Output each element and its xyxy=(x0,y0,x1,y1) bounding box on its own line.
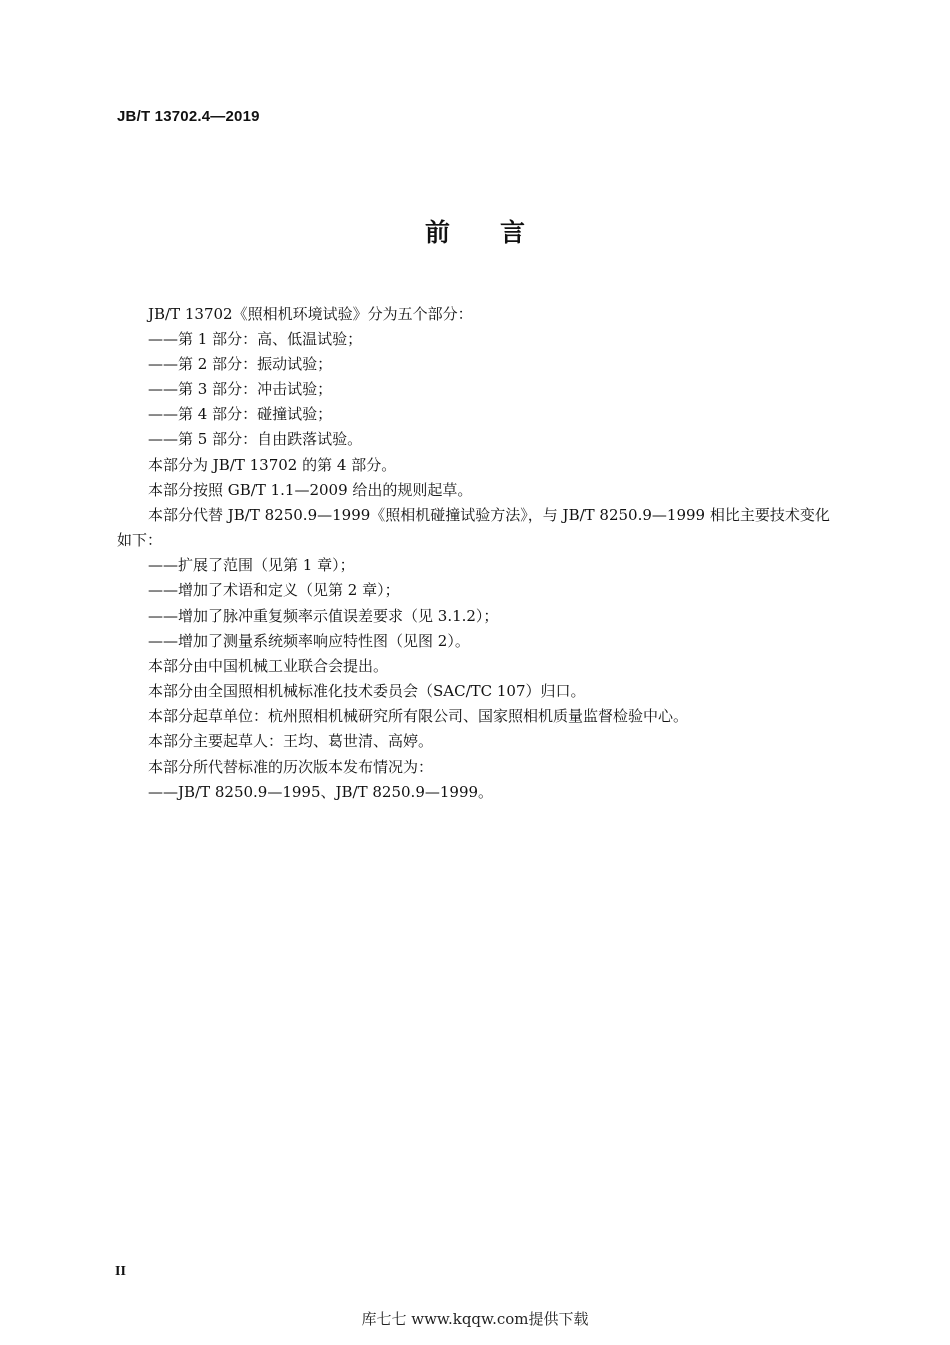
history-list-item: ——JB/T 8250.9—1995、JB/T 8250.9—1999。 xyxy=(148,783,494,801)
intro-paragraph: JB/T 13702《照相机环境试验》分为五个部分： xyxy=(148,305,473,323)
standard-code: JB/T 13702.4—2019 xyxy=(117,108,260,125)
part-list-item: ——第 4 部分：碰撞试验； xyxy=(148,405,333,423)
drafting-rules-paragraph: 本部分按照 GB/T 1.1—2009 给出的规则起草。 xyxy=(148,481,473,499)
part-list-item: ——第 1 部分：高、低温试验； xyxy=(148,330,363,348)
centralized-by-paragraph: 本部分由全国照相机械标准化技术委员会（SAC/TC 107）归口。 xyxy=(148,682,586,700)
this-part-paragraph: 本部分为 JB/T 13702 的第 4 部分。 xyxy=(148,456,397,474)
part-list-item: ——第 5 部分：自由跌落试验。 xyxy=(148,430,363,448)
title-char-2: 言 xyxy=(500,218,526,247)
title-char-1: 前 xyxy=(424,218,450,247)
part-list-item: ——第 3 部分：冲击试验； xyxy=(148,380,333,398)
page-title xyxy=(0,213,950,249)
page-number: II xyxy=(115,1264,126,1279)
change-list-item: ——增加了测量系统频率响应特性图（见图 2）。 xyxy=(148,632,470,650)
part-list-item: ——第 2 部分：振动试验； xyxy=(148,355,333,373)
change-list-item: ——增加了脉冲重复频率示值误差要求（见 3.1.2）； xyxy=(148,607,499,625)
drafters-paragraph: 本部分主要起草人：王均、葛世清、高婷。 xyxy=(148,732,434,750)
drafting-units-paragraph: 本部分起草单位：杭州照相机械研究所有限公司、国家照相机质量监督检验中心。 xyxy=(148,707,689,725)
proposed-by-paragraph: 本部分由中国机械工业联合会提出。 xyxy=(148,657,389,675)
replaces-paragraph: 本部分代替 JB/T 8250.9—1999《照相机碰撞试验方法》，与 JB/T 8250.9—1999 相比主要技术变化 xyxy=(148,506,830,524)
change-list-item: ——扩展了范围（见第 1 章）； xyxy=(148,556,355,574)
history-intro-paragraph: 本部分所代替标准的历次版本发布情况为： xyxy=(148,758,434,776)
change-list-item: ——增加了术语和定义（见第 2 章）； xyxy=(148,581,400,599)
replaces-paragraph-continued: 如下： xyxy=(117,531,163,549)
download-footer: 库七七 www.kqqw.com提供下载 xyxy=(361,1310,589,1328)
